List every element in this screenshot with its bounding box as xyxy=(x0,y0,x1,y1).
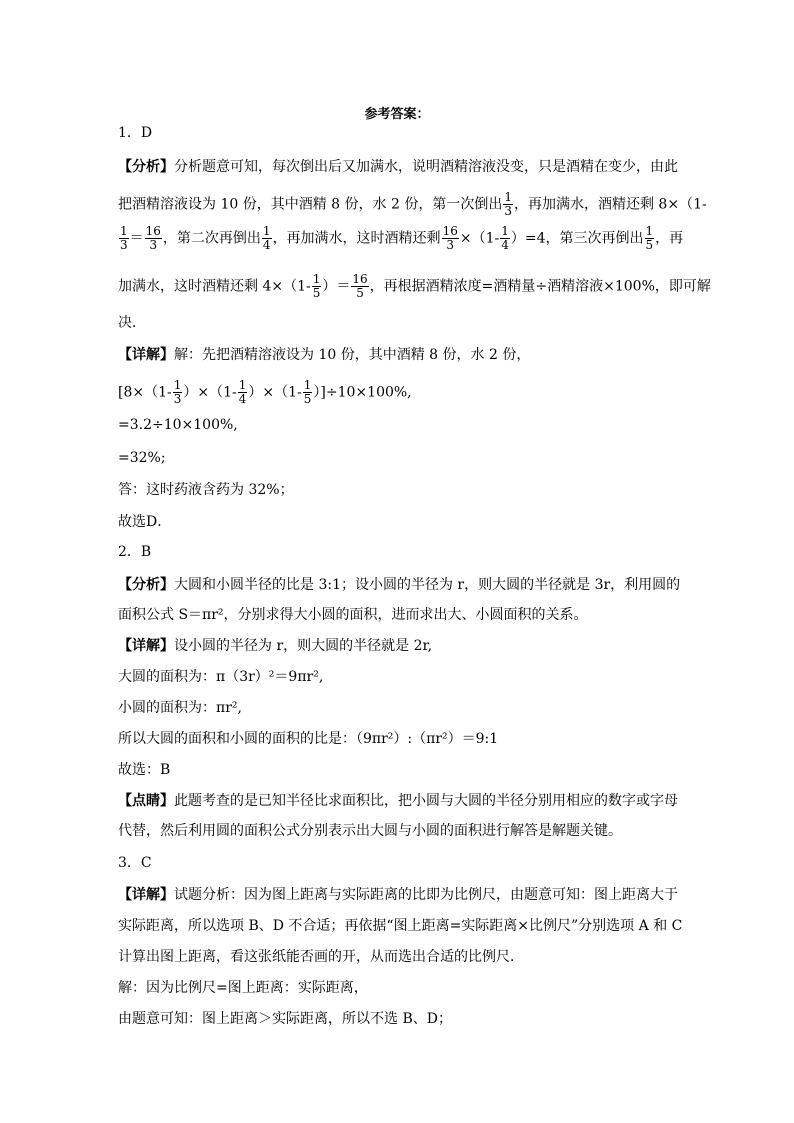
fraction-one-fifth xyxy=(645,225,655,252)
text: 此题考查的是已知半径比求面积比，把小圆与大圆的半径分别用相应的数字或字母 xyxy=(174,793,678,809)
numerator: 1 xyxy=(120,224,128,238)
numerator: 16 xyxy=(352,272,368,286)
q2-detail-line-2: 大圆的面积为：π（3r）²＝9πr², xyxy=(118,669,324,685)
detail-tag: 【详解】 xyxy=(118,638,174,654)
detail-tag: 【详解】 xyxy=(118,887,174,903)
numerator: 1 xyxy=(303,378,312,392)
q1-number: 1．D xyxy=(118,125,153,141)
q1-analysis-line-3 xyxy=(118,225,683,252)
fraction-one-quarter xyxy=(238,379,248,406)
fraction-sixteen-thirds xyxy=(145,225,162,252)
text: ）×（1- xyxy=(248,384,302,401)
q3-detail-line-2: 实际距离，所以选项 B、D 不合适；再依据“图上距离=实际距离×比例尺”分别选项 A 和 C xyxy=(118,918,683,934)
text: 大圆和小圆半径的比是 3:1；设小圆的半径为 r，则大圆的半径就是 3r，利用圆的 xyxy=(174,577,681,593)
q1-detail-line-6: 故选D． xyxy=(118,514,172,530)
denominator: 4 xyxy=(501,238,509,252)
text: 解：先把酒精溶液设为 10 份，其中酒精 8 份，水 2 份， xyxy=(174,347,531,363)
fraction-one-quarter xyxy=(262,225,272,252)
q1-analysis-line-1 xyxy=(118,157,678,177)
q2-detail-line-5: 故选：B xyxy=(118,762,171,778)
q3-detail-line-5: 由题意可知：图上距离＞实际距离，所以不选 B、D； xyxy=(118,1011,452,1027)
text: ，再根据酒精浓度=酒精量÷酒精溶液×100%，即可解 xyxy=(369,278,711,295)
numerator: 16 xyxy=(145,224,161,238)
text: ，再 xyxy=(655,230,684,247)
numerator: 1 xyxy=(173,378,182,392)
denominator: 3 xyxy=(173,392,182,406)
text: ）]÷10×100%, xyxy=(313,384,412,401)
q1-detail-line-2 xyxy=(118,379,412,406)
q3-detail-line-4: 解：因为比例尺=图上距离：实际距离， xyxy=(118,980,368,996)
text: ＝ xyxy=(129,230,144,247)
denominator: 4 xyxy=(262,238,271,252)
denominator: 5 xyxy=(645,238,654,252)
q1-detail-line-4: =32%; xyxy=(118,450,166,466)
text: 设小圆的半径为 r，则大圆的半径就是 2r, xyxy=(174,638,433,654)
text: 分析题意可知，每次倒出后又加满水，说明酒精溶液没变，只是酒精在变少，由此 xyxy=(174,159,678,175)
fraction-one-quarter xyxy=(500,225,510,252)
numerator: 1 xyxy=(238,378,247,392)
q2-number: 2．B xyxy=(118,544,152,560)
denominator: 5 xyxy=(356,286,364,300)
fraction-one-third xyxy=(119,225,129,252)
q2-analysis-line-1 xyxy=(118,575,680,595)
text: ，再加满水，酒精还剩 8×（1- xyxy=(513,196,707,213)
text: ）＝ xyxy=(322,278,351,295)
numerator: 1 xyxy=(645,224,654,238)
fraction-one-fifth xyxy=(303,379,313,406)
denominator: 3 xyxy=(446,238,455,252)
analysis-tag: 【分析】 xyxy=(118,577,174,593)
q2-detail-line-4: 所以大圆的面积和小圆的面积的比是：（9πr²）:（πr²）＝9:1 xyxy=(118,731,499,747)
text: ，再加满水，这时酒精还剩 xyxy=(272,230,441,247)
denominator: 3 xyxy=(120,238,128,252)
numerator: 1 xyxy=(504,190,512,204)
q2-detail-line-3: 小圆的面积为：πr², xyxy=(118,700,242,716)
text: ）×（1- xyxy=(183,384,237,401)
q3-number: 3．C xyxy=(118,855,152,871)
text: ，第二次再倒出 xyxy=(162,230,261,247)
q2-comment-line-2: 代替，然后利用圆的面积公式分别表示出大圆与小圆的面积进行解答是解题关键。 xyxy=(118,823,622,839)
answer-title: 参考答案： xyxy=(364,107,430,122)
denominator: 3 xyxy=(149,238,158,252)
numerator: 1 xyxy=(262,224,271,238)
text: 加满水，这时酒精还剩 4×（1- xyxy=(118,278,311,295)
q3-detail-line-3: 计算出图上距离，看这张纸能否画的开，从而选出合适的比例尺． xyxy=(118,949,524,965)
text: ）=4，第三次再倒出 xyxy=(510,230,644,247)
denominator: 4 xyxy=(238,392,247,406)
q2-analysis-line-2: 面积公式 S＝πr²，分别求得大小圆的面积，进而求出大、小圆面积的关系。 xyxy=(118,607,588,623)
q1-detail-line-3: =3.2÷10×100%, xyxy=(118,417,238,433)
denominator: 5 xyxy=(303,392,312,406)
comment-tag: 【点睛】 xyxy=(118,793,174,809)
numerator: 1 xyxy=(312,272,321,286)
text: 试题分析：因为图上距离与实际距离的比即为比例尺，由题意可知：图上距离大于 xyxy=(174,887,678,903)
q2-comment-line-1 xyxy=(118,791,678,811)
q1-analysis-line-4 xyxy=(118,273,711,300)
text: 把酒精溶液设为 10 份，其中酒精 8 份，水 2 份，第一次倒出 xyxy=(118,196,503,213)
denominator: 5 xyxy=(312,286,321,300)
q1-analysis-line-5: 决． xyxy=(118,315,146,331)
q1-analysis-line-2 xyxy=(118,191,707,218)
fraction-one-third xyxy=(173,379,183,406)
q1-detail-line-5: 答：这时药液含药为 32%； xyxy=(118,482,294,498)
q3-detail-line-1 xyxy=(118,885,678,905)
fraction-one-fifth xyxy=(312,273,322,300)
q1-detail-line-1 xyxy=(118,345,530,365)
q2-detail-line-1 xyxy=(118,636,432,656)
fraction-sixteen-fifths xyxy=(351,273,368,300)
fraction-one-third xyxy=(503,191,513,218)
text: [8×（1- xyxy=(118,384,172,401)
numerator: 16 xyxy=(442,224,458,238)
analysis-tag: 【分析】 xyxy=(118,159,174,175)
fraction-sixteen-thirds xyxy=(442,225,459,252)
denominator: 3 xyxy=(504,204,512,218)
numerator: 1 xyxy=(501,224,509,238)
detail-tag: 【详解】 xyxy=(118,347,174,363)
text: ×（1- xyxy=(459,230,500,247)
